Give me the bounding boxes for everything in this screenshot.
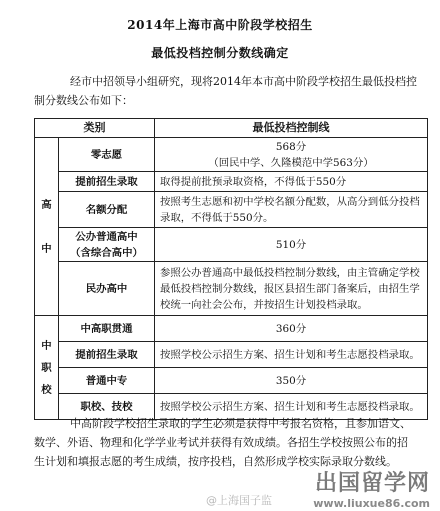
row-label: 零志愿 bbox=[59, 138, 155, 172]
table-row bbox=[35, 316, 428, 342]
row-value: 568分 （回民中学、久隆模范中学563分） bbox=[155, 138, 428, 172]
header-score: 最低投档控制线 bbox=[155, 119, 428, 138]
row-value: 360分 bbox=[155, 316, 428, 342]
row-value: 按照考生志愿和初中学校名额分配数，从高分到低分投档录取，不得低于550分。 bbox=[155, 192, 428, 228]
footer-paragraph: 中高阶段学校招生录取的学生必须是获得中考报名资格，且参加语文、数学、外语、物理和化学学业考试并获得有效成绩。各招生学校按照公布的招生计划和填报志愿的考生成绩，按序投档，自然形成学校实际录取分数线。 bbox=[34, 417, 411, 468]
table-row bbox=[35, 172, 428, 192]
table-header-row bbox=[35, 119, 428, 138]
row-label: 民办高中 bbox=[59, 262, 155, 316]
row-label: 中高职贯通 bbox=[59, 316, 155, 342]
row-value: 取得提前批预录取资格，不得低于550分 bbox=[155, 172, 428, 192]
weibo-watermark: @上海国子监 bbox=[206, 494, 272, 507]
row-label: 名额分配 bbox=[59, 192, 155, 228]
site-url-text: www.liuxue86.com bbox=[313, 497, 430, 510]
row-label: 提前招生录取 bbox=[59, 342, 155, 368]
table-row bbox=[35, 342, 428, 368]
site-logo-text: 出国留学网 bbox=[314, 471, 430, 496]
row-value: 参照公办普通高中最低投档控制分数线，由主管确定学校最低投档控制分数线，报区县招生部门备案后，由招生学校统一向社会公布，并按招生计划投档录取。 bbox=[155, 262, 428, 316]
site-logo-watermark bbox=[313, 466, 430, 510]
document-subtitle: 最低投档控制分数线确定 bbox=[151, 46, 289, 60]
header-category: 类别 bbox=[35, 119, 155, 138]
table-row bbox=[35, 368, 428, 394]
row-label: 提前招生录取 bbox=[59, 172, 155, 192]
group-label-high-school: 高 中 bbox=[35, 138, 59, 316]
table-row bbox=[35, 192, 428, 228]
row-value: 按照学校公示招生方案、招生计划和考生志愿投档录取。 bbox=[155, 342, 428, 368]
row-label: 公办普通高中 （含综合高中） bbox=[59, 228, 155, 262]
table-row bbox=[35, 262, 428, 316]
table-row bbox=[35, 228, 428, 262]
row-value: 510分 bbox=[155, 228, 428, 262]
intro-paragraph: 经市中招领导小组研究，现将2014年本市高中阶段学校招生最低投档控制分数线公布如下： bbox=[34, 75, 417, 107]
row-value: 350分 bbox=[155, 368, 428, 394]
document-title: 2014年上海市高中阶段学校招生 bbox=[127, 18, 313, 32]
group-label-vocational: 中 职 校 bbox=[35, 316, 59, 420]
score-table bbox=[34, 118, 428, 420]
row-label: 普通中专 bbox=[59, 368, 155, 394]
table-row bbox=[35, 138, 428, 172]
row-value: 按照学校公示招生方案、招生计划和考生志愿投档录取。 bbox=[155, 394, 428, 420]
row-label: 职校、技校 bbox=[59, 394, 155, 420]
